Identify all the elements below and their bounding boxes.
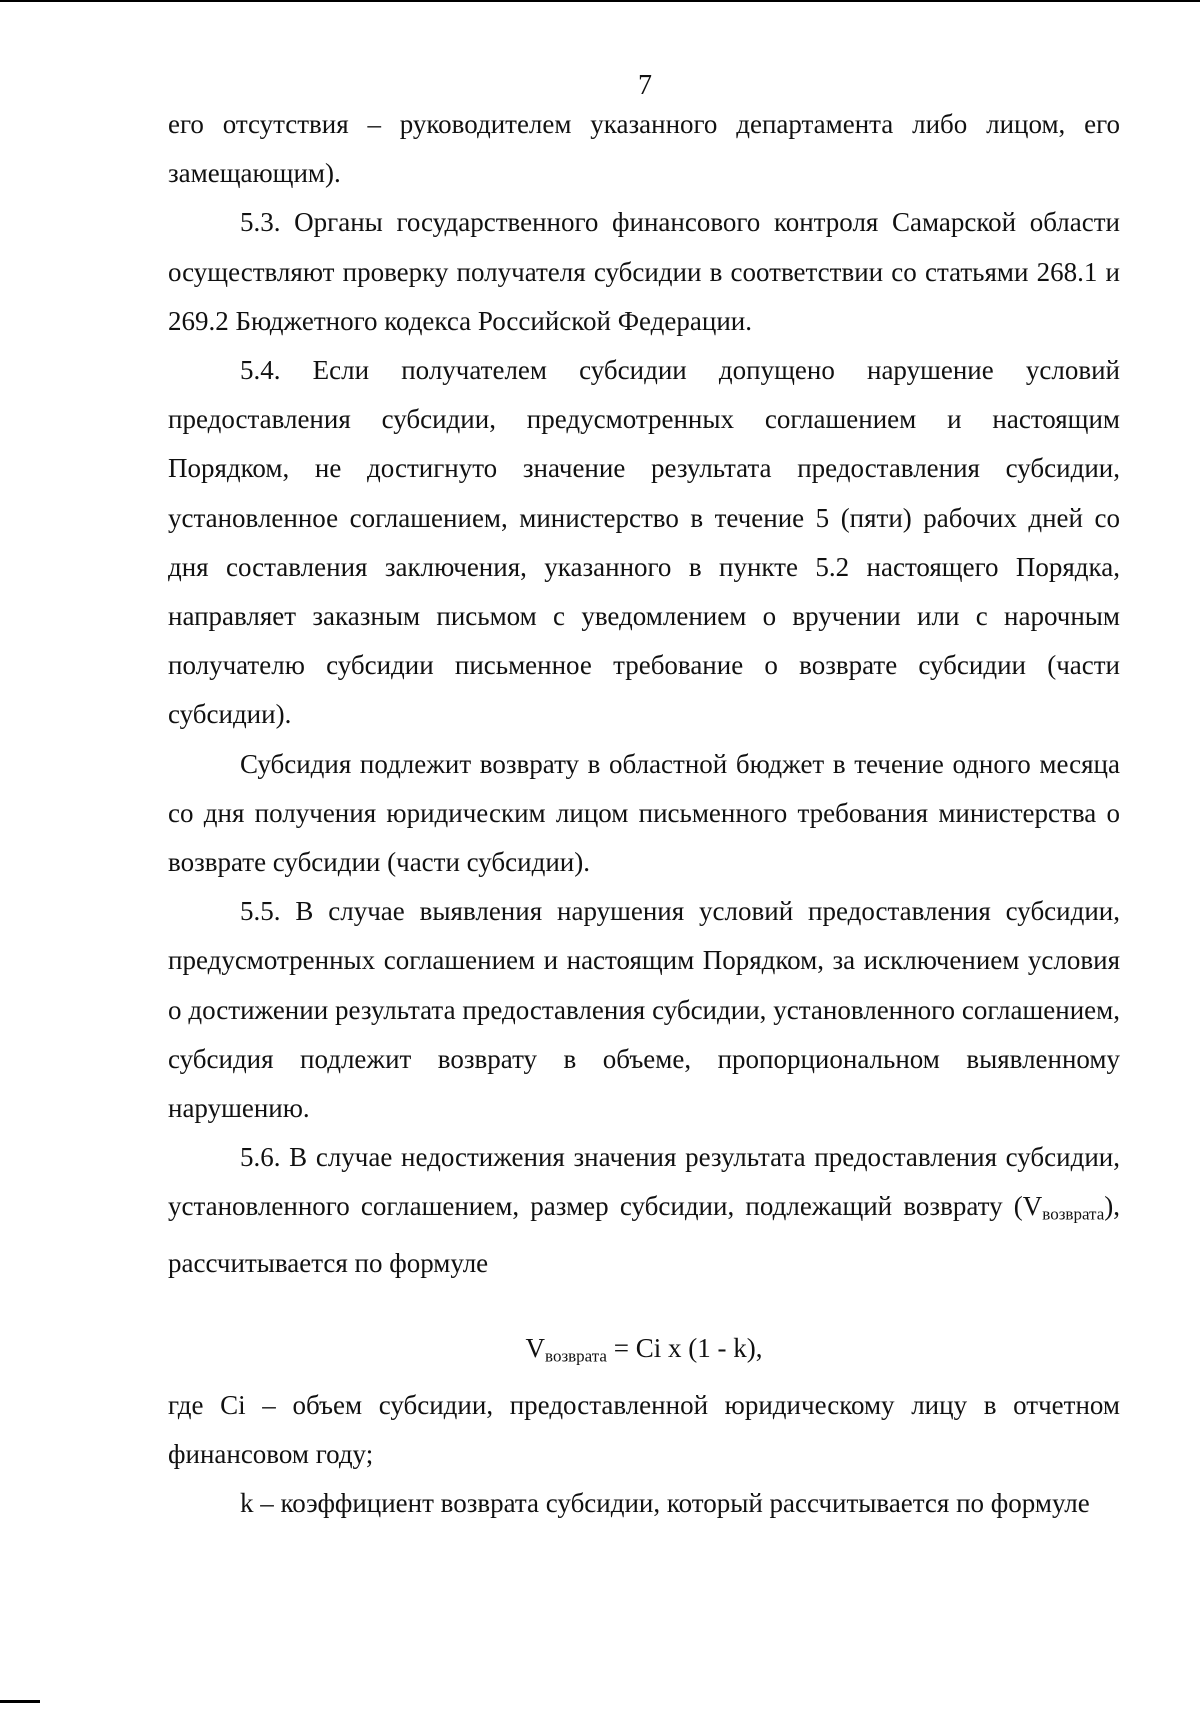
paragraph-5-6-subscript: возврата <box>1042 1204 1105 1224</box>
paragraph-5-5: 5.5. В случае выявления нарушения условий предоставления субсидии, предусмотренных соглашением и настоящим Порядком, за исключением условия о достижении результата предоставления субсидии, установленного соглашением, субсидия подлежит возврату в объеме, пропорциональном выявленному нарушению. <box>168 896 1120 1124</box>
paragraph-ci-definition: где Ci – объем субсидии, предоставленной юридическому лицу в отчетном финансовом году; <box>168 1389 1120 1469</box>
scan-edge-top <box>0 0 1200 2</box>
paragraph-k-definition: k – коэффициент возврата субсидии, который рассчитывается по формуле <box>240 1487 1090 1518</box>
page-number: 7 <box>638 70 652 101</box>
paragraph-5-6-tail: ), рассчитывается по формуле <box>168 1191 1120 1278</box>
paragraph-5-6 <box>168 1133 1120 1288</box>
formula-right: = Ci x (1 - k), <box>606 1333 763 1364</box>
paragraph-continuation: его отсутствия – руководителем указанного департамента либо лицом, его замещающим). <box>168 109 1120 189</box>
refund-formula <box>168 1324 1120 1380</box>
paragraph-5-6-text: 5.6. В случае недостижения значения результата предоставления субсидии, установленного соглашением, размер субсидии, подлежащий возврату (V <box>168 1142 1120 1222</box>
paragraph-refund-term: Субсидия подлежит возврату в областной бюджет в течение одного месяца со дня получения юридическим лицом письменного требования министерства о возврате субсидии (части субсидии). <box>168 748 1120 878</box>
scan-edge-bottom <box>0 1700 40 1703</box>
formula-v: V <box>525 1333 546 1364</box>
body-text <box>168 100 1120 1528</box>
formula-subscript: возврата <box>545 1346 607 1366</box>
paragraph-5-4: 5.4. Если получателем субсидии допущено нарушение условий предоставления субсидии, предусмотренных соглашением и настоящим Порядком, не достигнуто значение результата предоставления субсидии, установленное соглашением, министерство в течение 5 (пяти) рабочих дней со дня составления заключения, указанного в пункте 5.2 настоящего Порядка, направляет заказным письмом с уведомлением о вручении или с нарочным получателю субсидии письменное требование о возврате субсидии (части субсидии). <box>168 355 1120 730</box>
paragraph-5-3: 5.3. Органы государственного финансового контроля Самарской области осуществляют проверку получателя субсидии в соответствии со статьями 268.1 и 269.2 Бюджетного кодекса Российской Федерации. <box>168 207 1120 336</box>
